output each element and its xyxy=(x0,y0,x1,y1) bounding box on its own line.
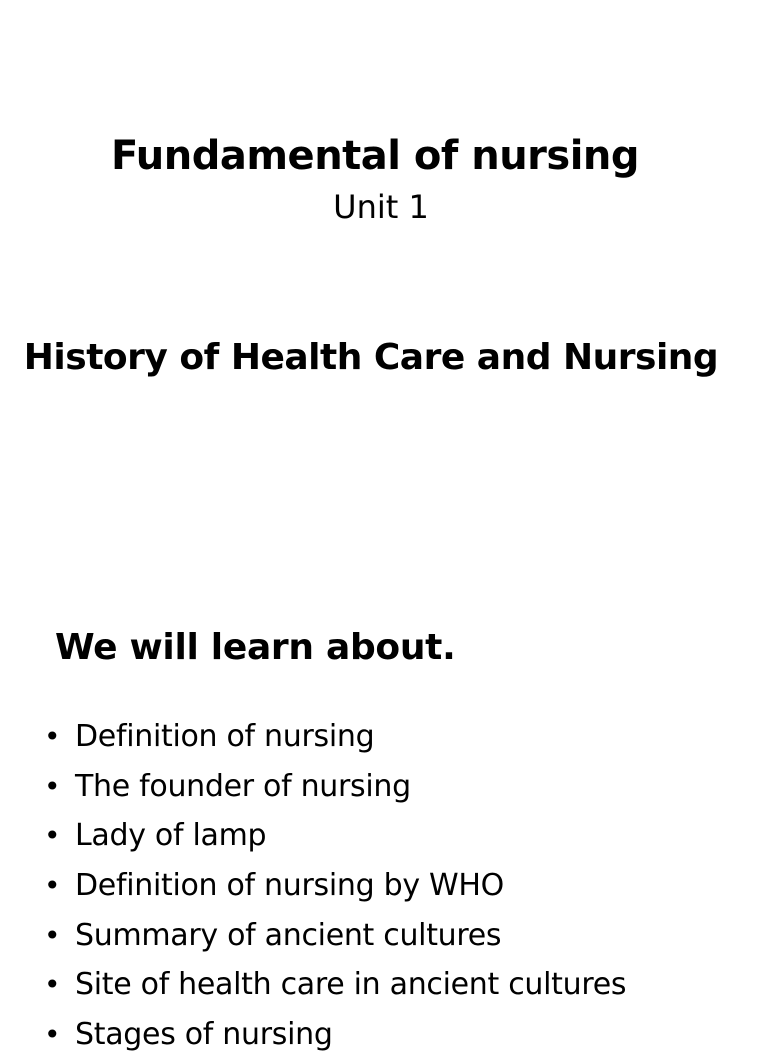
bullet-icon: • xyxy=(44,918,61,952)
bullet-icon: • xyxy=(44,720,61,753)
document-title: Fundamental of nursing xyxy=(110,133,640,179)
bullet-icon: • xyxy=(44,819,61,853)
bullet-icon: • xyxy=(44,769,61,803)
learning-heading: We will learn about. xyxy=(55,627,456,668)
topic-heading: History of Health Care and Nursing xyxy=(23,337,719,378)
list-item-text: Stages of nursing xyxy=(75,1017,333,1053)
list-item-text: Site of health care in ancient cultures xyxy=(75,967,627,1003)
list-item-text: Definition of nursing xyxy=(75,719,375,754)
bullet-icon: • xyxy=(44,968,61,1002)
bullet-icon: • xyxy=(44,869,61,903)
list-item-text: Summary of ancient cultures xyxy=(75,917,502,953)
bullet-icon: • xyxy=(44,1018,61,1052)
list-item-text: The founder of nursing xyxy=(75,768,411,804)
list-item-text: Lady of lamp xyxy=(75,818,267,854)
list-item-text: Definition of nursing by WHO xyxy=(75,868,504,904)
unit-subtitle: Unit 1 xyxy=(333,188,429,226)
